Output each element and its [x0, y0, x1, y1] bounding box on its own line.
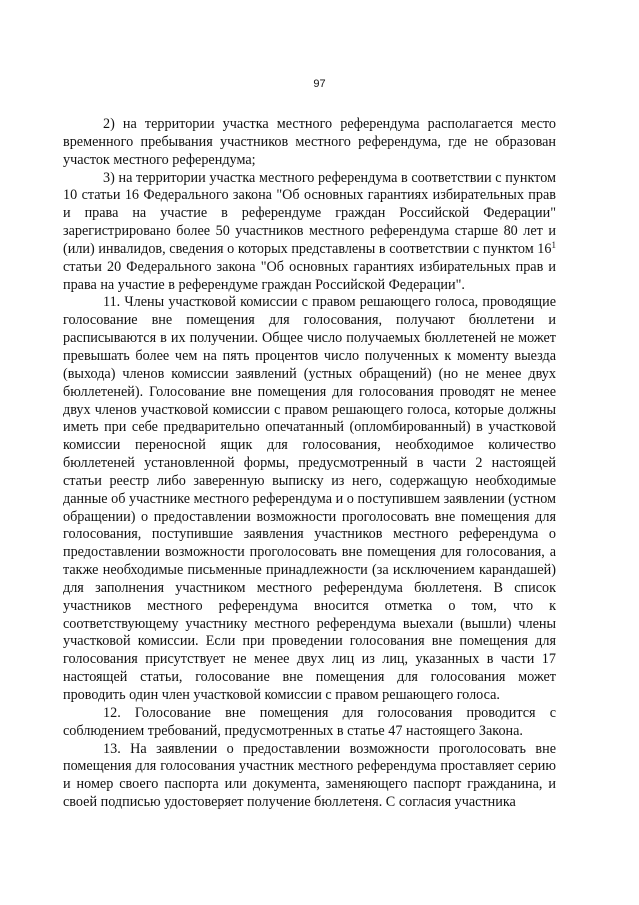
- paragraph-3-text-start: 3) на территории участка местного референдума в соответствии с пунктом 10 статьи 16 Федерального закона "Об основных гарантиях избирательных прав и права на участие в референдуме граждан Российской Федерации" зарегистрировано более 50 участников местного референдума старше 80 лет и (или) инвалидов, сведения о которых представлены в соответствии с пунктом 16: [63, 169, 556, 257]
- paragraph-11: 11. Члены участковой комиссии с правом решающего голоса, проводящие голосование вне помещения для голосования, получают бюллетени и расписываются в их получении. Общее число получаемых бюллетеней не может превышать более чем на пять процентов число полученных к моменту выезда (выхода) членов комиссии заявлений (устных обращений) (но не менее двух бюллетеней). Голосование вне помещения для голосования проводят не менее двух членов участковой комиссии с правом решающего голоса, которые должны иметь при себе предварительно опечатанный (опломбированный) в участковой комиссии переносной ящик для голосования, необходимое количество бюллетеней установленной формы, предусмотренный в части 2 настоящей статьи реестр либо заверенную выписку из него, содержащую необходимые данные об участнике местного референдума и о поступившем заявлении (устном обращении) о предоставлении возможности проголосовать вне помещения для голосования, поступившие заявления участников местного референдума о предоставлении возможности проголосовать вне помещения для голосования, а также необходимые письменные принадлежности (за исключением карандашей) для заполнения участником местного референдума бюллетеня. В список участников местного референдума вносится отметка о том, что к соответствующему участнику местного референдума выехали (вышли) члены участковой комиссии. Если при проведении голосования вне помещения для голосования присутствует не менее двух лиц из лиц, указанных в части 17 настоящей статьи, голосование вне помещения для голосования может проводить один член участковой комиссии с правом решающего голоса.: [63, 294, 556, 703]
- paragraph-3-text-end: статьи 20 Федерального закона "Об основных гарантиях избирательных прав и права на участие в референдуме граждан Российской Федерации".: [63, 258, 556, 293]
- superscript-1: 1: [551, 239, 556, 250]
- paragraph-13: 13. На заявлении о предоставлении возможности проголосовать вне помещения для голосования участник местного референдума проставляет серию и номер своего паспорта или документа, заменяющего паспорт гражданина, и своей подписью удостоверяет получение бюллетеня. С согласия участника: [63, 740, 556, 811]
- paragraph-2: 2) на территории участка местного референдума располагается место временного пребывания участников местного референдума, где не образован участок местного референдума;: [63, 116, 556, 168]
- page-number: 97: [313, 78, 326, 90]
- paragraph-3: [63, 170, 556, 295]
- document-body: [63, 116, 556, 812]
- paragraph-12: 12. Голосование вне помещения для голосования проводится с соблюдением требований, предусмотренных в статье 47 настоящего Закона.: [63, 704, 556, 739]
